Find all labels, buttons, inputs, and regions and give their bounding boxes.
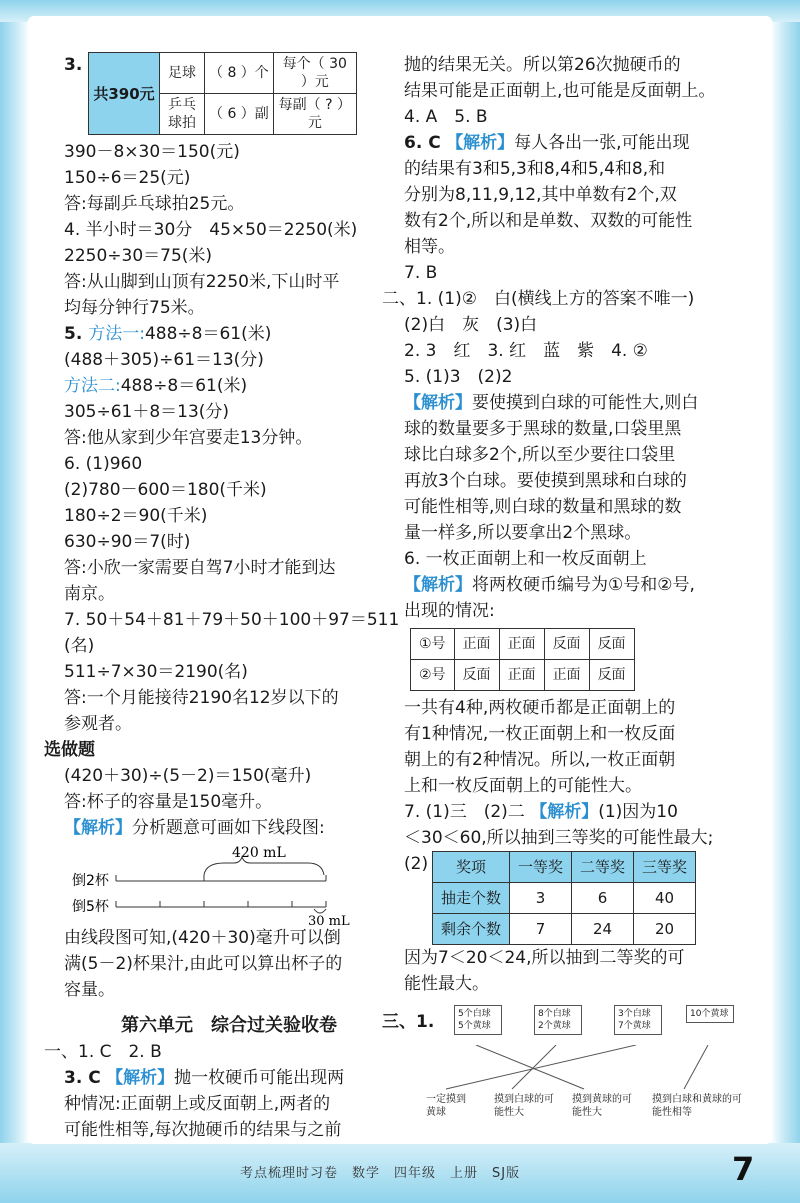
- optional-title: 选做题: [44, 740, 95, 760]
- q7-line: [404, 799, 749, 825]
- match-caption: 摸到黄球的可能性大: [572, 1094, 632, 1118]
- coin-cell: 反面: [454, 660, 499, 691]
- text-span: (1)因为10: [598, 802, 678, 822]
- text-line: 的结果有3和5,3和8,4和5,4和8,和: [404, 159, 666, 179]
- text-line: 二、1. (1)② 白(横线上方的答案不唯一): [382, 289, 695, 309]
- text-span: 每人各出一张,可能出现: [514, 133, 690, 153]
- prize-header: 二等奖: [572, 852, 634, 883]
- text-span: 将两枚硬币编号为①号和②号,: [472, 575, 695, 595]
- prize-cell: 40: [634, 883, 696, 914]
- text-line: 可能性相等,则白球的数量和黑球的数: [404, 497, 682, 517]
- analysis-tag: 【解析】: [404, 575, 472, 595]
- match-caption: 摸到白球和黄球的可能性相等: [652, 1094, 742, 1118]
- q5-line: [64, 321, 394, 347]
- text-line: 630÷90＝7(时): [64, 532, 191, 552]
- q5-method2-line: [64, 373, 394, 399]
- text-line: 由线段图可知,(420＋30)毫升可以倒: [64, 928, 341, 948]
- text-line: 150÷6＝25(元): [64, 168, 191, 188]
- q3-cell: 乒乓球拍: [160, 94, 205, 135]
- text-line: (2)白 灰 (3)白: [404, 315, 538, 335]
- diagram-small-brace: [314, 909, 326, 913]
- text-line: 种情况:正面朝上或反面朝上,两者的: [64, 1094, 331, 1114]
- u3-line: [64, 1065, 394, 1091]
- text-line: (420＋30)÷(5－2)＝150(毫升): [64, 766, 312, 786]
- method-1-label: 方法一:: [88, 324, 145, 344]
- q3-section-label: 三、1.: [382, 1012, 435, 1032]
- coin-cell: 反面: [544, 629, 589, 660]
- q3-cell: 每个（ 30 ）元: [273, 53, 356, 94]
- text-line: ＜30＜60,所以抽到三等奖的可能性最大;: [404, 828, 714, 848]
- text-line: (488＋305)÷61＝13(分): [64, 350, 264, 370]
- line-segment-diagram: [64, 841, 394, 925]
- ball-box: 8个白球 2个黄球: [534, 1005, 582, 1035]
- match-caption: 一定摸到黄球: [426, 1094, 466, 1118]
- match-line: [446, 1045, 636, 1089]
- q3-solution: [64, 139, 400, 737]
- u3-answer: 3. C: [64, 1068, 101, 1088]
- text-line: 南京。: [64, 584, 115, 604]
- ball-box: 3个白球 7个黄球: [614, 1005, 662, 1035]
- text-line: 答:小欣一家需要自驾7小时才能到达: [64, 558, 336, 578]
- analysis-tag: 【解析】: [64, 818, 132, 838]
- q3-cell: （ 6 ）副: [205, 94, 274, 135]
- diagram-row1-label: 倒2杯: [72, 873, 109, 889]
- diagram-row2-label: 倒5杯: [72, 899, 109, 915]
- text-line: 305÷61＋8＝13(分): [64, 402, 230, 422]
- ball-box: 10个黄球: [686, 1005, 734, 1023]
- text-line: 量一样多,所以要拿出2个黑球。: [404, 523, 642, 543]
- method-2-label: 方法二:: [64, 376, 121, 396]
- text-line: 能性最大。: [404, 974, 489, 994]
- q6-line: [404, 130, 749, 156]
- text-line: 均每分钟行75米。: [64, 298, 205, 318]
- text-line: 因为7＜20＜24,所以抽到二等奖的可: [404, 948, 685, 968]
- text-line: 抛的结果无关。所以第26次抛硬币的: [404, 55, 681, 75]
- analysis-tag: 【解析】: [106, 1068, 175, 1088]
- right-column: [382, 52, 749, 1137]
- text-line: 参观者。: [64, 714, 132, 734]
- prize-table: [432, 851, 696, 945]
- q7-part2-label: (2): [404, 854, 429, 874]
- text-line: 分别为8,11,9,12,其中单数有2个,双: [404, 185, 677, 205]
- match-line: [512, 1045, 556, 1089]
- text-line: 数有2个,所以和是单数、双数的可能性: [404, 211, 693, 231]
- prize-cell: 6: [572, 883, 634, 914]
- text-span: 7. (1)三 (2)二: [404, 802, 525, 822]
- q6-answer: 6. C: [404, 133, 441, 153]
- prize-header: 三等奖: [634, 852, 696, 883]
- text-span: 抛一枚硬币可能出现两: [174, 1068, 345, 1088]
- diagram-top-label: 420 mL: [232, 845, 286, 861]
- prize-cell: 剩余个数: [433, 914, 510, 945]
- match-line: [476, 1045, 584, 1089]
- text-line: 答:从山脚到山顶有2250米,下山时平: [64, 272, 340, 292]
- text-line: 满(5－2)杯果汁,由此可以算出杯子的: [64, 954, 343, 974]
- unit-title: 第六单元 综合过关验收卷: [121, 1015, 337, 1036]
- match-line: [684, 1045, 708, 1089]
- coin-cell: ②号: [411, 660, 455, 691]
- text-line: 2. 3 红 3. 红 蓝 紫 4. ②: [404, 341, 648, 361]
- coin-table: [410, 628, 635, 691]
- q3-label: 3.: [64, 55, 83, 75]
- text-line: 511÷7×30＝2190(名): [64, 662, 248, 682]
- q3-cell: （ 8 ）个: [205, 53, 274, 94]
- text-span: 要使摸到白球的可能性大,则白: [472, 393, 699, 413]
- prize-cell: 3: [510, 883, 572, 914]
- text-span: 分析题意可画如下线段图:: [132, 818, 325, 838]
- text-line: 朝上的有2种情况。所以,一枚正面朝: [404, 750, 676, 770]
- analysis-tag: 【解析】: [404, 393, 472, 413]
- text-line: 4. A 5. B: [404, 107, 488, 127]
- coin-cell: 正面: [454, 629, 499, 660]
- q3-total: 共390元: [89, 53, 160, 135]
- text-line: 答:杯子的容量是150毫升。: [64, 792, 273, 812]
- text-line: 6. (1)960: [64, 454, 143, 474]
- text-line: 容量。: [64, 980, 115, 1000]
- q3-table: [88, 52, 357, 135]
- text-span: 488÷8＝61(米): [120, 376, 248, 396]
- text-line: 相等。: [404, 237, 455, 257]
- text-line: 一、1. C 2. B: [44, 1042, 162, 1062]
- text-line: 结果可能是正面朝上,也可能是反面朝上。: [404, 81, 716, 101]
- text-line: 有1种情况,一枚正面朝上和一枚反面: [404, 724, 676, 744]
- text-line: 再放3个白球。要使摸到黑球和白球的: [404, 471, 687, 491]
- text-line: 5. (1)3 (2)2: [404, 367, 513, 387]
- prize-cell: 抽走个数: [433, 883, 510, 914]
- prize-cell: 7: [510, 914, 572, 945]
- matching-figure: [382, 997, 749, 1137]
- text-span: 488÷8＝61(米): [144, 324, 272, 344]
- coin-cell: 正面: [544, 660, 589, 691]
- footer: 考点梳理时习卷 数学 四年级 上册 SJ版: [240, 1166, 521, 1181]
- coin-cell: 正面: [499, 629, 544, 660]
- text-line: 7. B: [404, 263, 438, 283]
- coin-cell: 正面: [499, 660, 544, 691]
- text-line: 出现的情况:: [404, 601, 495, 621]
- prize-header: 奖项: [433, 852, 510, 883]
- text-line: 球比白球多2个,所以至少要往口袋里: [404, 445, 676, 465]
- analysis-line: [64, 815, 394, 841]
- analysis-tag: 【解析】: [446, 133, 515, 153]
- text-line: 球的数量要多于黑球的数量,口袋里黑: [404, 419, 682, 439]
- match-caption: 摸到白球的可能性大: [494, 1094, 554, 1118]
- text-line: 390－8×30＝150(元): [64, 142, 240, 162]
- text-line: (名): [64, 636, 95, 656]
- prize-cell: 24: [572, 914, 634, 945]
- diagram-bottom-label: 30 mL: [308, 914, 350, 925]
- coin-cell: 反面: [589, 660, 634, 691]
- text-line: 答:他从家到少年宫要走13分钟。: [64, 428, 313, 448]
- text-line: (2)780－600＝180(千米): [64, 480, 267, 500]
- text-line: 可能性相等,每次抛硬币的结果与之前: [64, 1120, 342, 1140]
- q3-cell: 每副（ ? ）元: [273, 94, 356, 135]
- ball-box: 5个白球 5个黄球: [454, 1005, 502, 1035]
- text-line: 答:每副乒乓球拍25元。: [64, 194, 245, 214]
- q3-block: [64, 52, 394, 135]
- text-line: 一共有4种,两枚硬币都是正面朝上的: [404, 698, 676, 718]
- text-line: 上和一枚反面朝上的可能性大。: [404, 776, 642, 796]
- text-line: 180÷2＝90(千米): [64, 506, 208, 526]
- analysis-line: [404, 390, 749, 416]
- q3-cell: 足球: [160, 53, 205, 94]
- text-line: 2250÷30＝75(米): [64, 246, 213, 266]
- analysis-tag: 【解析】: [530, 802, 599, 822]
- text-line: 4. 半小时＝30分 45×50＝2250(米): [64, 220, 358, 240]
- text-line: 7. 50＋54＋81＋79＋50＋100＋97＝511: [64, 610, 400, 630]
- q5-label: 5.: [64, 324, 89, 344]
- coin-cell: ①号: [411, 629, 455, 660]
- left-column: [44, 52, 400, 1143]
- text-line: 答:一个月能接待2190名12岁以下的: [64, 688, 339, 708]
- coin-cell: 反面: [589, 629, 634, 660]
- text-line: 6. 一枚正面朝上和一枚反面朝上: [404, 549, 647, 569]
- prize-cell: 20: [634, 914, 696, 945]
- prize-header: 一等奖: [510, 852, 572, 883]
- analysis-line: [404, 572, 749, 598]
- page-number: 7: [732, 1150, 755, 1188]
- prize-block: [404, 851, 749, 945]
